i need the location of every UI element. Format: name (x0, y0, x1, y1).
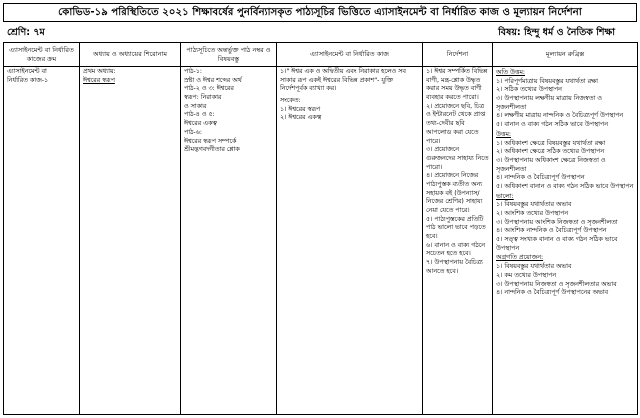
instruction-item: ৩। প্রয়োজনে গুরুজনদের সাহায্য নিতে পারো। (426, 146, 489, 171)
rubric-item: ২। অধিকাংশ ক্ষেত্রে সঠিক তথ্যের উপস্থাপন (496, 148, 605, 156)
instruction-item: ২। প্রয়োজনে ছবি, চিত্র ও ইন্টারনেট থেকে প্রাপ্ত তথ্য-দেবীর ছবি আপলোড করা যেতে পারে। (426, 102, 486, 145)
rubrics-cell (493, 67, 638, 415)
rubric-item: ৪। আংশিক নান্দনিক ও বৈচিত্র্যপূর্ণ উপস্থাপন (496, 227, 607, 235)
lesson-line: পাঠ-৪ ও ৫: (184, 111, 215, 119)
chapter-title: ঈশ্বরের স্বরূপ (83, 76, 115, 84)
column-header-instructions: নির্দেশনা (423, 43, 493, 67)
lesson-line: পাঠ-২ ও ৩: ঈশ্বরের (184, 85, 234, 93)
rubric-item: ৫। অধিকাংশ বানান ও বাক্য গঠন সঠিক ভাবে উপস্থাপন (496, 182, 634, 190)
rubric-good-title: উত্তম: (496, 130, 512, 138)
lesson-line: স্বরূপ: নিরাকার (184, 94, 222, 102)
rubric-item: ২। কম তথ্যের উপস্থাপন (496, 271, 557, 279)
rubric-item: ৪। নান্দনিক ও বৈচিত্র্যপূর্ণ উপস্থাপন (496, 174, 585, 182)
serial-line: নির্ধারিত কাজ-১ (7, 76, 49, 84)
assignment-hint-title: সংকেত: (280, 97, 301, 105)
assignment-hint: ১। ঈশ্বরের স্বরূপ (280, 105, 321, 113)
instruction-item: ১। ঈশ্বর সম্পর্কিত বিভিন্ন বাণী, মন্ত্র-শ্লোক উদ্ধৃত করার সময় উদ্ধৃত বাণী ব্যবহার করতে পারো। (426, 68, 488, 102)
rubric-item: ৫। বানান ও বাক্য গঠন সঠিক ভাবে উপস্থাপন (496, 121, 608, 129)
rubric-item: ৩। উপস্থাপনায় লক্ষণীয় মাত্রায় নিজস্বতা ও সৃজনশীলতা (496, 95, 602, 111)
column-header-lessons: পাঠ্যসূচিতে অন্তর্ভুক্ত পাঠ নম্বর ও বিষয়বস্তু (181, 43, 277, 67)
rubric-item: ৩। উপস্থাপনায় অধিকাংশ ক্ষেত্রে নিজস্বতা ও সৃজনশীলতা (496, 156, 606, 173)
class-label: শ্রেণি: ৭ম (7, 27, 45, 38)
assignment-sheet (3, 3, 637, 415)
column-header-assignment: এ্যাসাইনমেন্ট বা নির্ধারিত কাজ (277, 43, 423, 67)
serial-line: এ্যাসাইনমেন্ট বা (7, 68, 47, 75)
instruction-item: ৪। প্রয়োজনে নিজের পাঠ্যপুস্তক ব্যতীত অন্য সহায়ক বই (উপন্যাস/নিজের শ্রেণির) সাহায্য নেয়া যেতে পারে। (426, 172, 483, 214)
assignment-question: ১।" ঈশ্বর এক ও অদ্বিতীয় এবং নিরাকার হলেও সব সাকার রূপ একই ঈশ্বরের বিভিন্ন প্রকাশ"- যুক্তি নির্দেশপূর্বক ব্যাখ্যা কর। (280, 68, 406, 93)
column-header-rubrics: মূল্যায়ন রুব্রিক্স (493, 43, 638, 67)
lessons-cell (181, 67, 277, 415)
subject-label: বিষয়: হিন্দু ধর্ম ও নৈতিক শিক্ষা (498, 27, 615, 38)
rubric-item: ৪। নান্দনিক ও বৈচিত্র্যপূর্ণ উপস্থাপনের অভাব (496, 289, 609, 297)
assignment-cell (277, 67, 423, 415)
table-row (4, 67, 638, 415)
rubric-excellent-title: অতি উত্তম: (496, 69, 526, 76)
instruction-item: ৭। উপস্থাপনায় বৈচিত্র্য আনতে হবে। (426, 259, 483, 275)
instructions-cell (423, 67, 493, 415)
rubric-item: ৫। সত্ত্ব সংখ্যক বানান ও বাক্য গঠন সঠিক ভাবে উপস্থাপন (496, 236, 618, 252)
chapter-line: প্রথম অধ্যায়: (83, 68, 116, 75)
instruction-item: ৫। পাঠ্যপুস্তকের প্রতিটি পাঠ ভালো ভাবে পড়তে হবে। (426, 215, 486, 241)
rubric-item: ১। পরিপূর্ণমাত্রায় বিষয়বস্তুর যথার্থতা রক্ষা (496, 77, 598, 85)
meta-row (3, 24, 637, 40)
rubric-fair-title: ভালো: (496, 192, 514, 200)
lesson-line: ঈশ্বরের একত্ব (184, 120, 217, 128)
lesson-line: পাঠ-৬: (184, 128, 202, 136)
rubric-item: ২। সঠিক তথ্যের উপস্থাপন (496, 86, 562, 94)
rubric-progress-title: অগ্রগতি প্রয়োজন: (496, 254, 544, 262)
rubric-item: ২। আংশিক তথ্যের উপস্থাপন (496, 210, 569, 217)
document-title: কোভিড-১৯ পরিস্থিতিতে ২০২১ শিক্ষাবর্ষের পুনর্বিন্যাসকৃত পাঠ্যসূচির ভিত্তিতে এ্যাসাইনমেন্ট বা নির্ধারিত কাজ ও মূল্যায়ন নির্দেশনা (3, 3, 637, 22)
lesson-line: পাঠ-১: (184, 68, 202, 75)
column-header-serial: এ্যাসাইনমেন্ট বা নির্ধারিত কাজের ক্রম (4, 43, 80, 67)
rubric-item: ১। অধিকাংশ ক্ষেত্রে বিষয়বস্তুর যথার্থতা রক্ষা (496, 139, 606, 147)
serial-cell (4, 67, 80, 415)
rubric-item: ৪। লক্ষণীয় মাত্রায় নান্দনিক ও বৈচিত্র্যপূর্ণ উপস্থাপন (496, 112, 624, 120)
chapter-cell (80, 67, 181, 415)
lesson-line: স্রষ্টা ও ঈশ্বর শব্দের অর্থ (184, 76, 242, 84)
lesson-line: শ্রীমদ্ভগবদ্গীতার শ্লোক (184, 146, 240, 154)
assignment-table (3, 42, 638, 415)
lesson-line: ও সাকার (184, 102, 207, 110)
assignment-hint: ২। ঈশ্বরের একত্ব (280, 114, 322, 122)
rubric-item: ১। বিষয়বস্তুর যথার্থতার অভাব (496, 201, 572, 209)
rubric-item: ৩। উপস্থাপনায় আংশিক নিজস্বতা ও সৃজনশীলতা (496, 218, 618, 226)
lesson-line: ঈশ্বরের স্বরূপ সম্পর্কে (184, 137, 237, 145)
column-header-chapter: অধ্যায় ও অধ্যায়ের শিরোনাম (80, 43, 181, 67)
instruction-item: ৬। বানান ও বাক্য গঠনে সচেতন হতে হবে। (426, 241, 486, 258)
rubric-item: ১। বিষয়বস্তুর যথার্থতার অভাব (496, 263, 572, 271)
rubric-item: ৩। উপস্থাপনায় নিজস্বতা ও সৃজনশীলতার অভাব (496, 280, 617, 288)
table-header-row (4, 43, 638, 67)
